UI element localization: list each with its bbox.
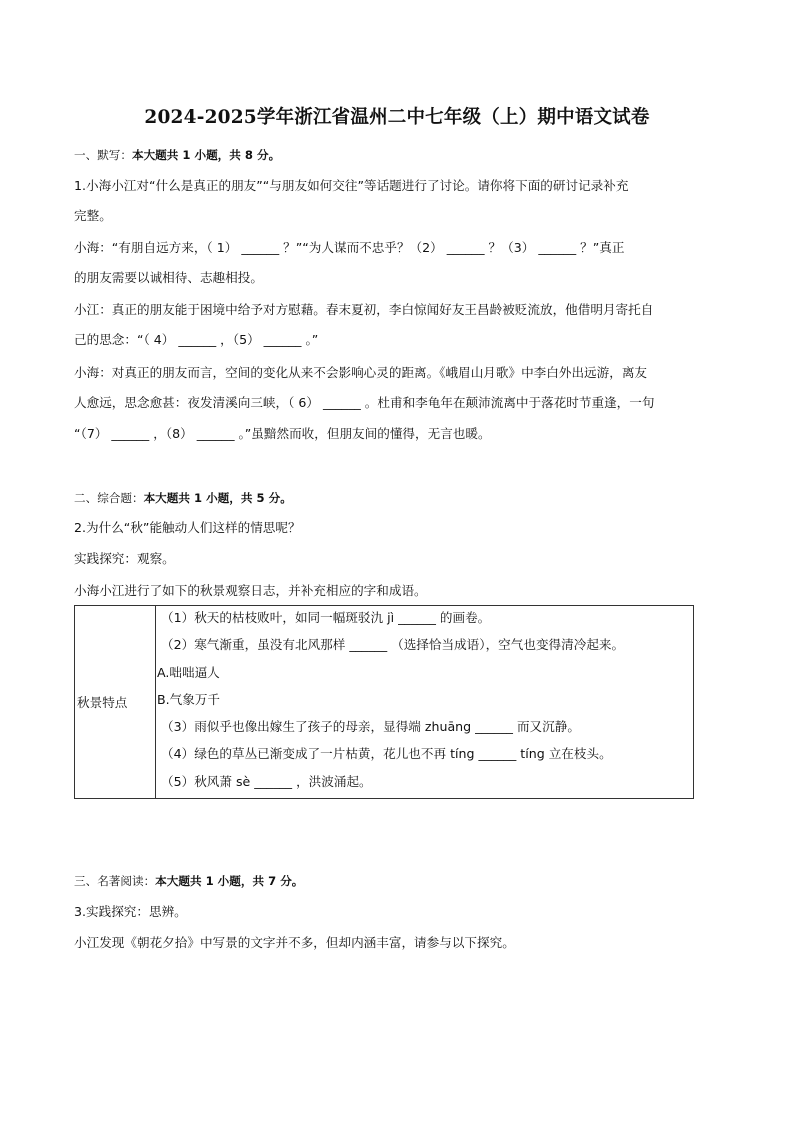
q3-question: 3.实践探究：思辨。 [74, 904, 187, 919]
table-row: （4）绿色的草丛已渐变成了一片枯黄，花儿也不再 tíng ______ tíng 立在枝头。 [161, 746, 612, 761]
q1-line-1: 1.小海小江对“什么是真正的朋友”“与朋友如何交往”等话题进行了讨论。请你将下面的研讨记录补充 [74, 178, 629, 193]
table-row: B.气象万千 [157, 692, 221, 707]
q1-para3-line-2: 人愈远，思念愈甚：夜发清溪向三峡，（ 6） ______ 。杜甫和李龟年在颠沛流离中于落花时节重逢，一句 [74, 395, 655, 410]
observation-table [74, 605, 694, 799]
table-row: （5）秋风萧 sè ______ ，洪波涌起。 [161, 774, 372, 789]
q1-line-2: 完整。 [74, 208, 112, 223]
q1-para2-line-2: 己的思念：“（ 4） ______ ，（5） ______ 。” [74, 332, 319, 347]
page-title: 2024-2025学年浙江省温州二中七年级（上）期中语文试卷 [144, 107, 650, 128]
table-row: A.咄咄逼人 [157, 665, 220, 680]
section3-heading-score: 本大题共 1 小题，共 7 分。 [155, 874, 304, 888]
section3-heading [74, 872, 303, 890]
q2-question: 2.为什么“秋”能触动人们这样的情思呢？ [74, 520, 301, 535]
section1-heading-score: 本大题共 1 小题，共 8 分。 [131, 148, 281, 162]
table-row: （3）雨似乎也像出嫁生了孩子的母亲，显得端 zhuāng ______ 而又沉静。 [161, 719, 580, 734]
q1-para1-line-2: 的朋友需要以诚相待、志趣相投。 [74, 270, 263, 285]
table-label: 秋景特点 [77, 695, 128, 710]
q3-intro: 小江发现《朝花夕拾》中写景的文字并不多，但却内涵丰富，请参与以下探究。 [74, 935, 515, 950]
q1-para3-line-1: 小海：对真正的朋友而言，空间的变化从来不会影响心灵的距离。《峨眉山月歌》中李白外出远游，离友 [74, 365, 648, 380]
section2-heading-prefix: 二、综合题： [74, 491, 144, 505]
q2-practice: 实践探究：观察。 [74, 551, 175, 566]
q1-para2-line-1: 小江：真正的朋友能于困境中给予对方慰藉。春末夏初，李白惊闻好友王昌龄被贬流放，他借明月寄托自 [74, 302, 654, 317]
table-row: （1）秋天的枯枝败叶，如同一幅斑驳氿 jì ______ 的画卷。 [161, 610, 491, 625]
q2-intro: 小海小江进行了如下的秋景观察日志，并补充相应的字和成语。 [74, 583, 427, 598]
table-divider [155, 606, 156, 798]
section1-heading-prefix: 一、默写： [74, 148, 132, 162]
section2-heading-score: 本大题共 1 小题，共 5 分。 [143, 491, 292, 505]
section1-heading [74, 146, 280, 164]
section2-heading [74, 489, 292, 507]
section3-heading-prefix: 三、名著阅读： [74, 874, 156, 888]
q1-para3-line-3: “（7） ______ ，（8） ______ 。”虽黯然而收，但朋友间的懂得，无言也暖。 [74, 426, 491, 441]
table-row: （2）寒气渐重，虽没有北风那样 ______ （选择恰当成语），空气也变得清冷起来。 [161, 637, 625, 652]
q1-para1-line-1: 小海：“有朋自远方来，（ 1） ______ ？”“为人谋而不忠乎？（2） ______ ？（3） ______ ？”真正 [74, 240, 625, 255]
